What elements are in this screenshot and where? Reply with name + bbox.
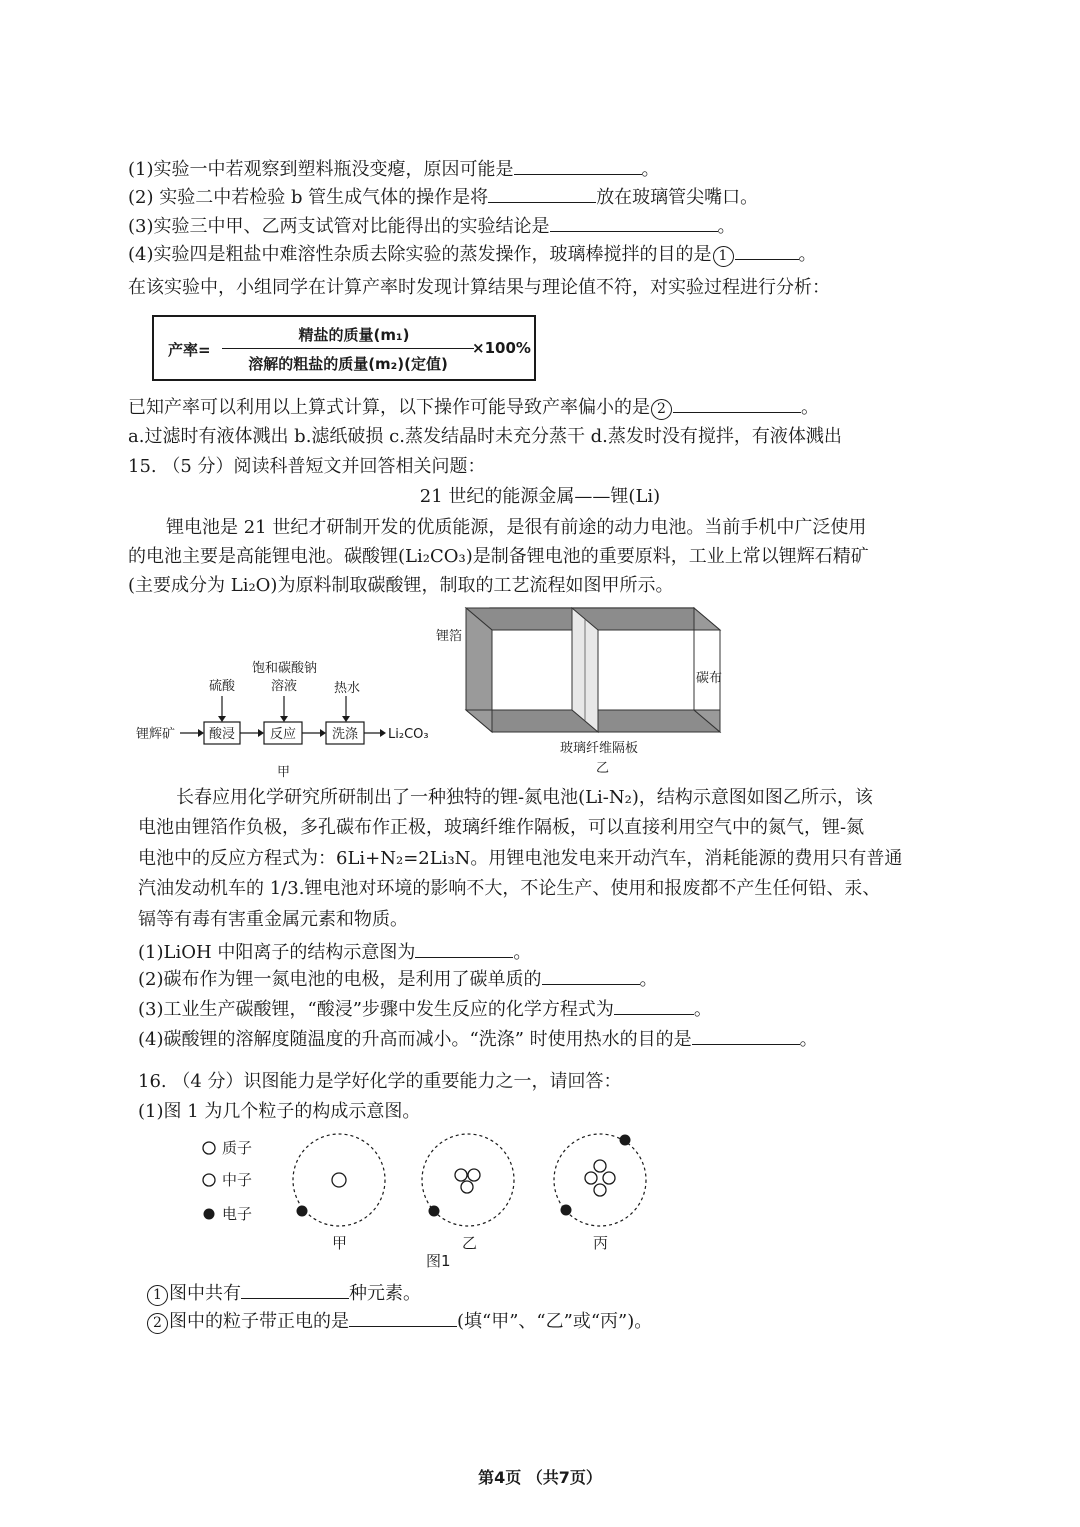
circled-number-1: 1 [147, 1285, 168, 1306]
atom-label-bing: 丙 [593, 1234, 609, 1252]
legend-electron-symbol [204, 1209, 215, 1220]
lithium-nitrogen-battery-diagram [430, 600, 740, 780]
answer-blank[interactable] [241, 1282, 349, 1299]
q16-sub1-text-b: 种元素。 [349, 1283, 421, 1304]
q15-para2-line1: 长春应用化学研究所研制出了一种独特的锂-氮电池(Li-N₂)，结构示意图如图乙所示，该 [176, 787, 873, 808]
q16-sub2 [146, 1310, 652, 1334]
q16-part1: (1)图 1 为几个粒子的构成示意图。 [138, 1101, 421, 1122]
period: 。 [801, 397, 819, 418]
label-lithium-foil: 锂箔 [436, 629, 463, 644]
q16-sub2-text-b: (填“甲”、“乙”或“丙”)。 [457, 1311, 653, 1332]
period: 。 [693, 999, 712, 1020]
particle-structure-figure [196, 1130, 676, 1268]
period: 。 [513, 942, 532, 963]
legend-proton: 质子 [222, 1139, 253, 1157]
q16-sub1 [146, 1282, 421, 1306]
q14-part2-text-b: 放在玻璃管尖嘴口。 [596, 187, 759, 208]
figure-caption-yi: 乙 [596, 761, 610, 776]
atom-bing-electron-1 [620, 1135, 631, 1146]
yield-formula-box [152, 315, 536, 381]
q16-sub2-text: 图中的粒子带正电的是 [169, 1311, 349, 1332]
answer-blank[interactable] [550, 215, 718, 232]
formula-lhs: 产率= [168, 341, 211, 359]
q16-heading: 16. （4 分）识图能力是学好化学的重要能力之一，请回答： [138, 1071, 622, 1092]
q14-part3-text: (3)实验三中甲、乙两支试管对比能得出的实验结论是 [128, 216, 550, 237]
circled-number-2: 2 [147, 1313, 168, 1334]
q14-part2 [128, 186, 758, 210]
q14-part3 [128, 215, 736, 239]
answer-blank[interactable] [673, 396, 801, 413]
atom-bing-electron-2 [561, 1205, 572, 1216]
q14-part4 [128, 243, 817, 267]
reagent-sodium-carbonate-1: 饱和碳酸钠 [252, 661, 318, 676]
period: 。 [639, 969, 658, 990]
period: 。 [799, 1029, 818, 1050]
q14-options: a.过滤时有液体溅出 b.滤纸破损 c.蒸发结晶时未充分蒸干 d.蒸发时没有搅拌，有液体溅出 [128, 426, 842, 447]
q15-para1-line2: 的电池主要是高能锂电池。碳酸锂(Li₂CO₃)是制备锂电池的重要原料，工业上常以锂辉石精矿 [128, 546, 869, 567]
legend-neutron-symbol [203, 1174, 215, 1186]
q14-part5-text: 已知产率可以利用以上算式计算，以下操作可能导致产率偏小的是 [128, 397, 650, 418]
formula-denominator: 溶解的粗盐的质量(m₂)(定值) [248, 355, 448, 373]
page-footer: 第4页 （共7页） [478, 1468, 602, 1487]
formula-numerator: 精盐的质量(m₁) [298, 326, 410, 344]
q15-sub2 [138, 968, 658, 992]
period: 。 [798, 244, 817, 265]
answer-blank[interactable] [692, 1028, 800, 1045]
q15-sub3-text: (3)工业生产碳酸锂，“酸浸”步骤中发生反应的化学方程式为 [138, 999, 614, 1020]
article-title: 21 世纪的能源金属——锂(Li) [419, 486, 661, 507]
q15-heading: 15. （5 分）阅读科普短文并回答相关问题： [128, 456, 486, 477]
answer-blank[interactable] [614, 998, 694, 1015]
process-flow-diagram [130, 652, 450, 782]
label-carbon-cloth: 碳布 [696, 671, 723, 686]
q15-sub3 [138, 998, 712, 1022]
legend-electron: 电子 [222, 1205, 253, 1223]
step-reaction: 反应 [270, 727, 297, 742]
q14-part5 [128, 396, 819, 420]
reagent-hot-water: 热水 [334, 681, 361, 696]
q15-sub4-text: (4)碳酸锂的溶解度随温度的升高而减小。“洗涤” 时使用热水的目的是 [138, 1029, 692, 1050]
period: 。 [641, 159, 660, 180]
figure-caption-fig1: 图1 [426, 1252, 451, 1268]
atom-label-yi: 乙 [462, 1234, 478, 1252]
step-acid-leach: 酸浸 [209, 727, 236, 742]
q15-para2-line5: 镉等有毒有害重金属元素和物质。 [138, 909, 408, 930]
q14-part1-text: (1)实验一中若观察到塑料瓶没变瘪，原因可能是 [128, 159, 514, 180]
q15-sub1 [138, 941, 531, 965]
q14-part4-text: (4)实验四是粗盐中难溶性杂质去除实验的蒸发操作，玻璃棒搅拌的目的是 [128, 244, 712, 265]
q14-part1 [128, 158, 660, 182]
atom-label-jia: 甲 [332, 1234, 348, 1252]
q15-sub4 [138, 1028, 818, 1052]
answer-blank[interactable] [735, 243, 799, 260]
answer-blank[interactable] [514, 158, 642, 175]
start-material: 锂辉矿 [136, 727, 176, 742]
q15-para2-line4: 汽油发动机车的 1/3.锂电池对环境的影响不大，不论生产、使用和报废都不产生任何铅、汞、 [138, 878, 881, 899]
q15-sub1-text: (1)LiOH 中阳离子的结构示意图为 [138, 942, 416, 963]
product-li2co3: Li₂CO₃ [388, 727, 429, 742]
atom-yi-electron [429, 1206, 440, 1217]
reagent-sulfuric-acid: 硫酸 [209, 679, 236, 694]
answer-blank[interactable] [349, 1310, 457, 1327]
reagent-sodium-carbonate-2: 溶液 [271, 679, 298, 694]
circled-number-2: 2 [651, 399, 672, 420]
circled-number-1: 1 [713, 246, 734, 267]
answer-blank[interactable] [415, 941, 513, 958]
q15-para2-line3: 电池中的反应方程式为：6Li+N₂=2Li₃N。用锂电池发电来开动汽车，消耗能源的费用只有普通 [138, 848, 903, 869]
q15-para1-line3: (主要成分为 Li₂O)为原料制取碳酸锂，制取的工艺流程如图甲所示。 [128, 575, 674, 596]
q14-analysis-intro: 在该实验中，小组同学在计算产率时发现计算结果与理论值不符，对实验过程进行分析： [128, 277, 830, 298]
q15-sub2-text: (2)碳布作为锂一氮电池的电极，是利用了碳单质的 [138, 969, 542, 990]
q14-part2-text: (2) 实验二中若检验 b 管生成气体的操作是将 [128, 187, 489, 208]
q15-para1-line1: 锂电池是 21 世纪才研制开发的优质能源，是很有前途的动力电池。当前手机中广泛使用 [166, 517, 867, 538]
legend-neutron: 中子 [222, 1171, 253, 1189]
atom-jia-electron [297, 1206, 308, 1217]
q16-sub1-text: 图中共有 [169, 1283, 241, 1304]
q15-para2-line2: 电池由锂箔作负极，多孔碳布作正极，玻璃纤维作隔板，可以直接利用空气中的氮气，锂-氮 [138, 817, 865, 838]
label-glass-fiber-separator: 玻璃纤维隔板 [560, 741, 639, 756]
formula-rhs: ×100% [472, 339, 531, 357]
atom-jia-nucleus [332, 1173, 346, 1187]
period: 。 [717, 216, 736, 237]
answer-blank[interactable] [488, 186, 596, 203]
legend-proton-symbol [203, 1142, 215, 1154]
answer-blank[interactable] [542, 968, 640, 985]
lithium-foil-panel [466, 608, 492, 732]
step-washing: 洗涤 [332, 727, 359, 742]
fraction-bar [222, 348, 474, 349]
figure-caption-jia: 甲 [277, 765, 291, 780]
